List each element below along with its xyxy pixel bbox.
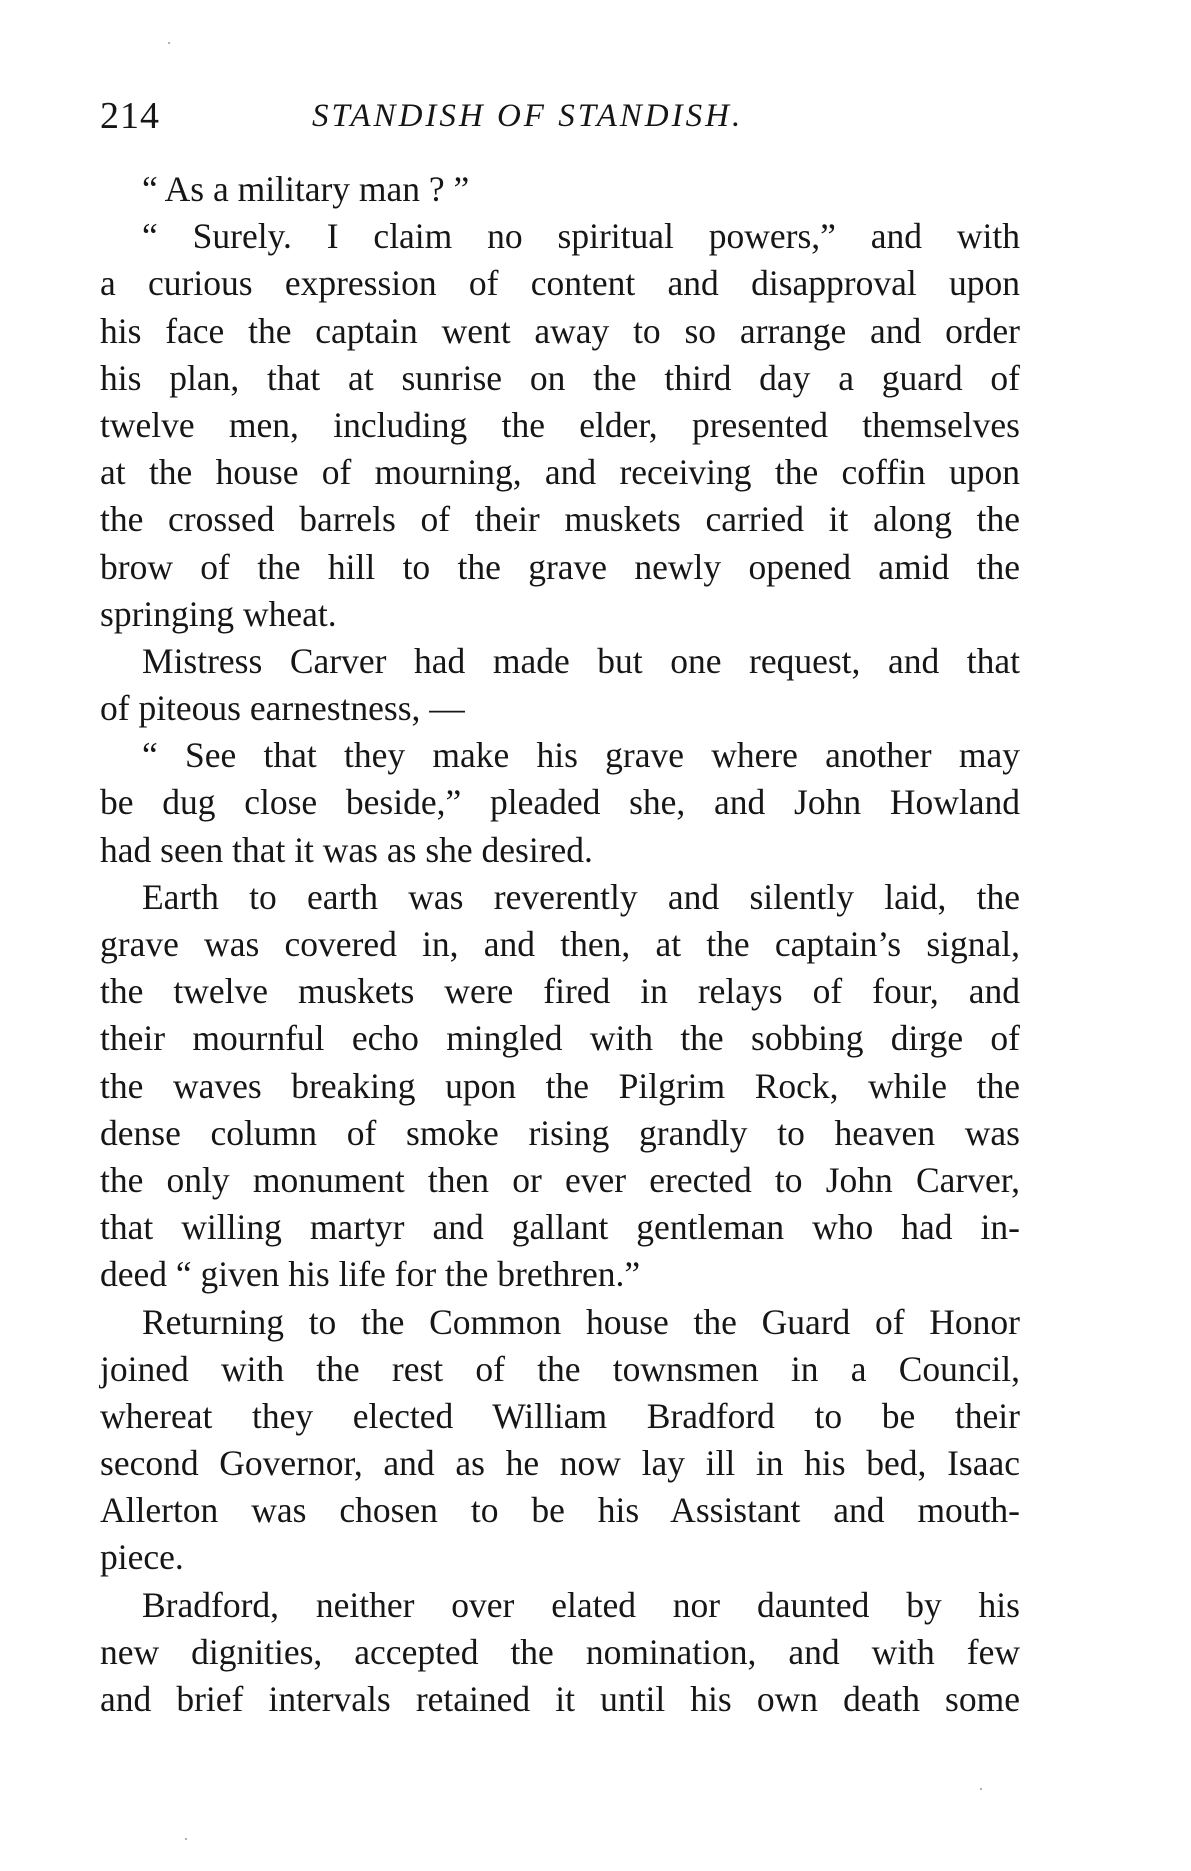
text-line: their mournful echo mingled with the sobbing dirge of [100,1018,1020,1059]
text-line: Returning to the Common house the Guard of Honor [142,1301,1020,1342]
text-line: had seen that it was as she desired. [100,829,593,870]
text-line: “ Surely. I claim no spiritual powers,” and with [142,216,1020,257]
text-line: piece. [100,1537,184,1578]
text-line: the crossed barrels of their muskets carried it along the [100,499,1020,540]
text-line: at the house of mourning, and receiving the coffin upon [100,452,1020,493]
text-line: second Governor, and as he now lay ill in his bed, Isaac [100,1443,1020,1484]
text-line: “ See that they make his grave where another may [142,735,1020,776]
text-line: his face the captain went away to so arrange and order [100,310,1020,351]
text-line: be dug close beside,” pleaded she, and John Howland [100,782,1020,823]
text-line: the only monument then or ever erected to John Carver, [100,1159,1020,1200]
text-line: grave was covered in, and then, at the captain’s signal, [100,924,1020,964]
text-line: new dignities, accepted the nomination, and with few [100,1631,1020,1672]
text-line: the twelve muskets were fired in relays of four, and [100,971,1020,1012]
text-line: springing wheat. [100,593,337,634]
text-line: joined with the rest of the townsmen in a Council, [100,1348,1020,1389]
text-line: brow of the hill to the grave newly opened amid the [100,546,1020,587]
text-line: of piteous earnestness, — [100,688,465,729]
page-number: 214 [100,95,160,137]
text-line: deed “ given his life for the brethren.” [100,1254,641,1295]
scan-speck [980,1788,982,1790]
scan-speck [168,42,170,44]
running-title: STANDISH OF STANDISH. [312,98,744,134]
text-line: Earth to earth was reverently and silently laid, the [142,876,1020,917]
running-head [100,86,1020,146]
text-line: Allerton was chosen to be his Assistant and mouth- [100,1490,1020,1531]
text-line: dense column of smoke rising grandly to heaven was [100,1112,1020,1153]
text-line: Bradford, neither over elated nor daunted by his [142,1584,1020,1625]
text-line: his plan, that at sunrise on the third day a guard of [100,357,1020,398]
text-line: that willing martyr and gallant gentleman who had in- [100,1207,1020,1248]
text-line: twelve men, including the elder, presented themselves [100,404,1020,445]
text-line: a curious expression of content and disapproval upon [100,263,1020,304]
text-line: “ As a military man ? ” [142,169,470,209]
text-line: whereat they elected William Bradford to be their [100,1395,1020,1436]
text-line: Mistress Carver had made but one request, and that [142,640,1020,681]
scan-speck [185,1838,187,1840]
text-line: and brief intervals retained it until his own death some [100,1679,1020,1719]
text-line: the waves breaking upon the Pilgrim Rock, while the [100,1065,1020,1106]
body-text [100,166,1020,1723]
